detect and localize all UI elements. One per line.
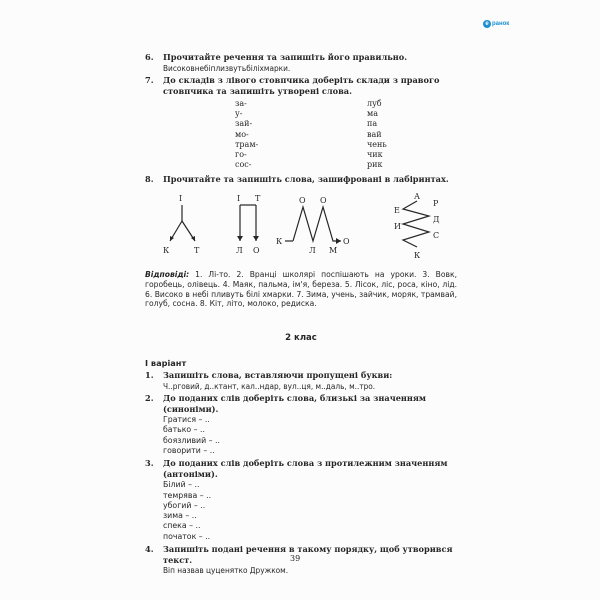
maze-arrowheads — [170, 236, 341, 244]
task-7 — [145, 75, 457, 96]
maze-letter: М — [329, 245, 338, 255]
maze-letter: Е — [394, 205, 400, 215]
task-text: Віп назвав цуценятко Дружком. — [163, 565, 289, 576]
task-text: Високовнебіплизвутьбіліхмарки. — [163, 62, 291, 73]
maze-letter: К — [163, 245, 170, 255]
syllable-left: трам- — [235, 139, 259, 149]
variant-heading: І варіант — [145, 357, 187, 368]
task-number: 3. — [145, 458, 154, 469]
word-item: темрява – .. — [163, 490, 212, 500]
word-item: зима – .. — [163, 511, 197, 521]
word-item: Білий – .. — [163, 480, 200, 490]
syllable-left: го- — [235, 150, 247, 160]
task-title: До складів з лівого стовпчика доберіть склади з правого стовпчика та запишіть утворені слова. — [163, 75, 440, 96]
maze-letter: О — [299, 195, 306, 205]
word-list — [163, 480, 457, 542]
word-list — [163, 415, 457, 456]
word-item: говорити – .. — [163, 446, 215, 455]
answers-text: 1. Лі-то. 2. Вранці школярі поспішають на уроки. 3. Вовк, горобець, олівець. 4. Маяк, пальма, ім'я, береза. 5. Лісок, ліс, роса, кіно, лід. 6. Високо в небі пливуть білі хмарки. 7. Зима, учень, зайчик, моряк, трамвай, голуб, сосна. 8. Кіт, літо, молоко, редиска. — [145, 269, 457, 309]
task-title: Запишіть слова, вставляючи пропущені букви: — [163, 370, 393, 381]
word-item: Гратися – .. — [163, 415, 210, 425]
task-8 — [145, 174, 457, 185]
maze-drawings — [155, 191, 455, 263]
task-number: 1. — [145, 370, 154, 381]
syllable-left: сос- — [235, 160, 252, 170]
task-2-2 — [145, 393, 457, 456]
logo-mark: е — [483, 20, 491, 28]
syllable-right: чик — [367, 150, 383, 160]
maze-letter: О — [320, 195, 327, 205]
syllable-columns — [235, 99, 457, 170]
syllable-left: мо- — [235, 129, 249, 139]
maze-letter: К — [414, 250, 421, 260]
syllable-right: рик — [367, 160, 383, 170]
maze-letter: О — [343, 236, 350, 246]
word-item: убогий – .. — [163, 500, 206, 510]
task-6 — [145, 52, 457, 73]
maze-letter: І — [237, 193, 241, 203]
word-item: боязливий – .. — [163, 435, 221, 445]
task-text: Ч..рговий, д..ктант, кал..ндар, вул..ця, м..даль, м..тро. — [163, 380, 376, 391]
word-item: батько – .. — [163, 425, 206, 435]
page-content — [145, 50, 457, 576]
task-number: 6. — [145, 52, 154, 62]
task-title: До поданих слів доберіть слова з протилежним значенням (антоніми). — [163, 458, 448, 479]
task-number: 7. — [145, 75, 154, 85]
maze-figures — [155, 191, 457, 263]
task-number: 4. — [145, 544, 154, 555]
answers-label: Відповіді: — [145, 269, 190, 279]
syllable-right: луб — [367, 99, 382, 108]
syllable-left: у- — [235, 109, 243, 119]
syllable-right: па — [367, 119, 378, 129]
word-item: початок – .. — [163, 531, 211, 541]
task-title: Прочитайте речення та запишіть його правильно. — [163, 52, 408, 62]
task-title: Запишіть подані речення в такому порядку, щоб утворився текст. — [163, 544, 453, 565]
maze-letter: Д — [433, 214, 440, 224]
maze-letter: Т — [194, 245, 200, 255]
task-2-1 — [145, 370, 457, 391]
grade-heading: 2 клас — [285, 333, 317, 344]
word-item: спека – .. — [163, 521, 201, 531]
maze-letter: К — [276, 236, 283, 246]
maze-letter: Л — [309, 245, 316, 255]
maze-letter: И — [394, 221, 401, 231]
syllable-left: за- — [235, 99, 247, 108]
task-title: Прочитайте та запишіть слова, зашифровані в лабіринтах. — [163, 174, 449, 185]
task-2-3 — [145, 458, 457, 542]
syllable-right: вай — [367, 129, 382, 139]
maze-letter: С — [433, 230, 440, 240]
task-number: 8. — [145, 174, 154, 185]
syllable-left: зай- — [235, 119, 253, 129]
task-title: До поданих слів доберіть слова, близькі за значенням (синоніми). — [163, 393, 427, 414]
maze-letter: Л — [236, 245, 243, 255]
maze-letter: Р — [433, 198, 439, 208]
publisher-logo — [483, 20, 509, 28]
answers-paragraph — [145, 270, 457, 309]
maze-letter: І — [179, 193, 183, 203]
maze-letter: Т — [255, 193, 261, 203]
page-number: 39 — [290, 554, 301, 563]
task-number: 2. — [145, 393, 154, 404]
maze-letter: О — [253, 245, 260, 255]
task-2-4 — [145, 544, 457, 576]
syllable-right: чень — [367, 139, 387, 149]
maze-letter: А — [414, 191, 421, 201]
logo-text: ранок — [492, 21, 510, 27]
syllable-right: ма — [367, 109, 378, 119]
